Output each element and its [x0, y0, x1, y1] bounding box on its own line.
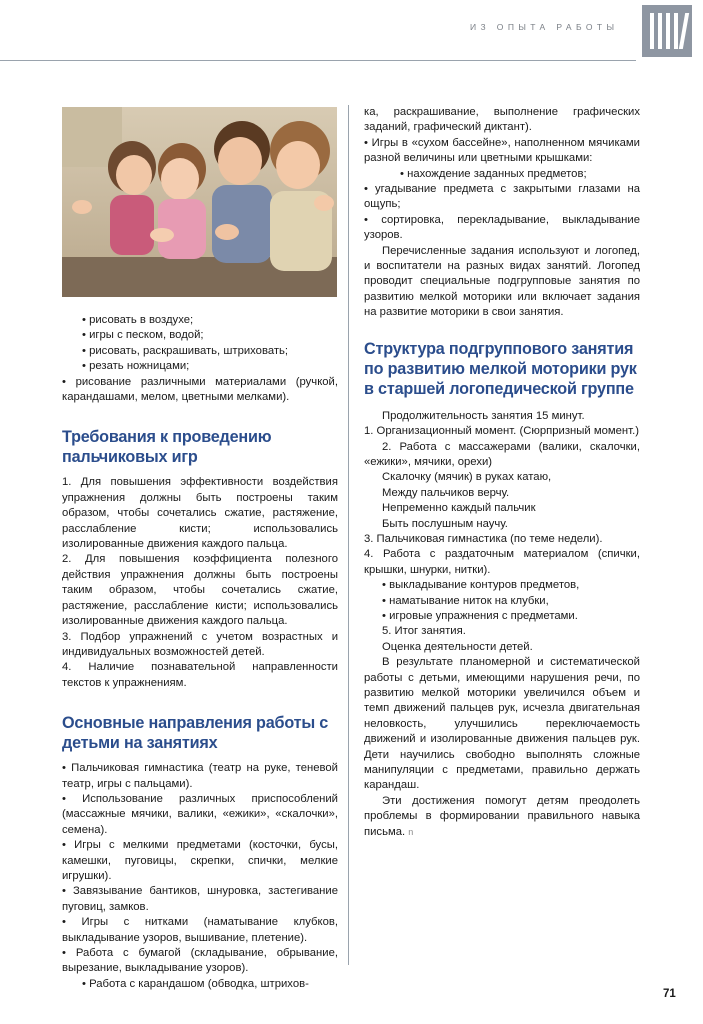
- list-item: • угадывание предмета с закрытыми глазами на ощупь;: [364, 183, 640, 211]
- list-item: 3. Подбор упражнений с учетом возрастных и индивидуальных возможностей детей.: [62, 630, 338, 658]
- poem-line: Непременно каждый пальчик: [382, 502, 536, 515]
- list-item: 1. Организационный момент. (Сюрпризный момент.): [364, 425, 639, 438]
- header-rule: [0, 60, 636, 61]
- list-item: • рисование различными материалами (ручкой, карандашами, мелом, цветными мелками).: [62, 375, 338, 404]
- list-item: • наматывание ниток на клубки,: [382, 594, 549, 607]
- paragraph: [364, 794, 640, 840]
- list-item: • Работа с карандашом (обводка, штрихов-: [82, 977, 309, 990]
- list-item: 2. Работа с массажерами (валики, скалочки, «ежики», мячики, орехи): [364, 440, 640, 468]
- list-item: • нахождение заданных предметов;: [400, 167, 587, 180]
- list-item: • Игры с нитками (наматывание клубков, выкладывание узоров, вышивание, плетение).: [62, 916, 338, 944]
- poem-line: Скалочку (мячик) в руках катаю,: [382, 471, 552, 484]
- list-item: 1. Для повышения эффективности воздействия упражнения должны быть построены таким образом, чтобы сочетались сжатие, растяжение, расслабление кисти; использовались изолированные движения каждого пальца.: [62, 476, 338, 551]
- closing-text: Эти достижения помогут детям преодолеть проблемы в формировании правильного навыка письма.: [364, 794, 640, 838]
- list-item: • рисовать, раскрашивать, штриховать;: [82, 344, 289, 357]
- list-item: • выкладывание контуров предметов,: [382, 579, 580, 592]
- paragraph: Продолжительность занятия 15 минут.: [382, 409, 585, 422]
- paragraph: В результате планомерной и систематической работы с детьми, имеющими нарушения речи, по развитию мелкой моторики увеличился объем и темп движений пальцев рук, исчезла двигательная неловкость, улучшились переключаемость движений и изолированные движения пальцев рук. Дети научились свободно выполнять сложные манипуляции с предметами, правильно держать карандаш.: [364, 656, 640, 792]
- list-item: 3. Пальчиковая гимнастика (по теме недели).: [364, 532, 603, 545]
- left-column: [62, 313, 338, 992]
- list-item: • Пальчиковая гимнастика (театр на руке, теневой театр, игры с пальцами).: [62, 762, 338, 790]
- children-photo: [62, 107, 337, 297]
- section-title: ИЗ ОПЫТА РАБОТЫ: [470, 22, 619, 32]
- list-item: • сортировка, перекладывание, выкладывание узоров.: [364, 213, 640, 242]
- list-item: 2. Для повышения коэффициента полезного действия упражнения должны быть построены таким образом, чтобы сочетались сжатие, растяжение, расслабление кисти; использовались изолированные движения каждого пальца.: [62, 553, 338, 628]
- end-mark-icon: n: [408, 826, 414, 837]
- list-item: • Игры в «сухом бассейне», наполненном мячиками разной величины или цветными крышками:: [364, 136, 640, 165]
- poem-line: Между пальчиков верчу.: [382, 486, 510, 499]
- list-item: • рисовать в воздухе;: [82, 314, 194, 326]
- heading-structure: Структура подгруппового занятия по развитию мелкой моторики рук в старшей логопедической группе: [364, 339, 637, 398]
- paragraph: Перечисленные задания используют и логопед, и воспитатели на разных видах занятий. Логопед проводит специальные подгрупповые занятия по развитию мелкой моторики или включает задания на развитие моторики в свои занятия.: [364, 244, 640, 319]
- list-item: • резать ножницами;: [82, 360, 190, 373]
- heading-directions: Основные направления работы с детьми на занятиях: [62, 714, 329, 753]
- right-column: [364, 105, 640, 840]
- list-item: • Использование различных приспособлений (массажные мячики, валики, «ежики», «скалочки», семена).: [62, 792, 338, 836]
- list-item: • Игры с мелкими предметами (косточки, бусы, камешки, пуговицы, скрепки, спички, мелкие игрушки).: [62, 839, 338, 882]
- list-item: • игры с песком, водой;: [82, 329, 204, 342]
- page-number: 71: [663, 988, 676, 1000]
- heading-requirements: Требования к проведению пальчиковых игр: [62, 428, 272, 467]
- poem-line: Быть послушным научу.: [382, 517, 508, 530]
- paragraph: ка, раскрашивание, выполнение графических заданий, графический диктант).: [364, 106, 640, 134]
- list-item: 4. Наличие познавательной направленности текстов к упражнениям.: [62, 661, 338, 689]
- list-item: • Завязывание бантиков, шнуровка, застегивание пуговиц, замков.: [62, 885, 338, 913]
- list-item: • Работа с бумагой (складывание, обрывание, вырезание, выкладывание узоров).: [62, 947, 338, 975]
- list-item: • игровые упражнения с предметами.: [382, 609, 578, 622]
- paragraph: Оценка деятельности детей.: [382, 640, 533, 653]
- list-item: 5. Итог занятия.: [382, 625, 466, 638]
- books-logo-icon: [642, 5, 692, 57]
- list-item: 4. Работа с раздаточным материалом (спички, крышки, шнурки, нитки).: [364, 548, 640, 576]
- column-divider: [348, 105, 349, 965]
